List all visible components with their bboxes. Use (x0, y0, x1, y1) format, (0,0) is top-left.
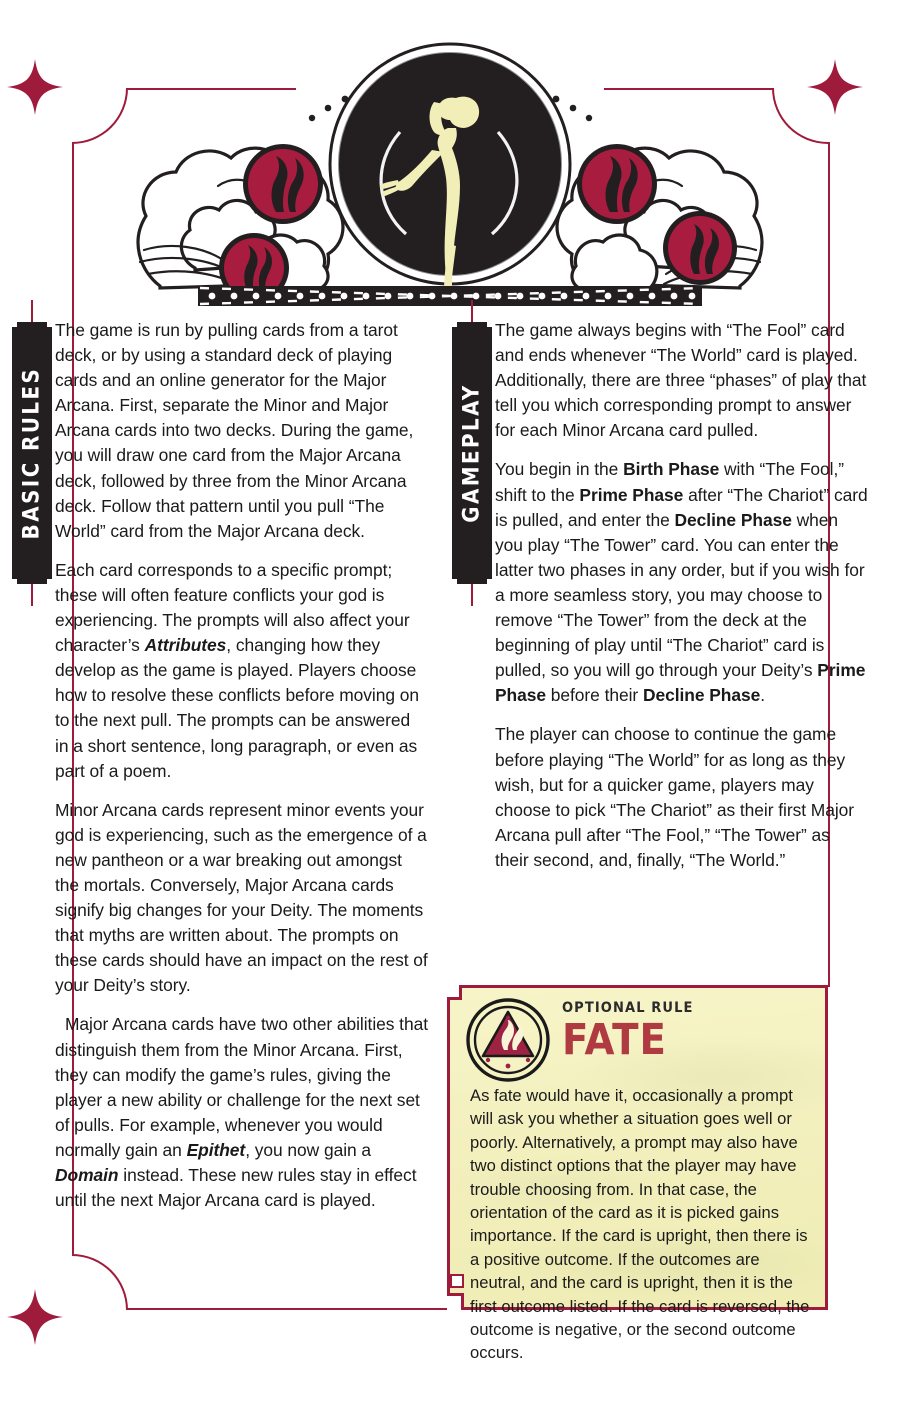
frame-bottom-rail (126, 1308, 450, 1310)
tab-notch-bl (452, 579, 457, 584)
term-epithet: Epithet (186, 1139, 246, 1160)
term-decline-phase: Decline Phase (674, 509, 792, 530)
section-tab-gameplay[interactable] (452, 322, 492, 584)
tab-notch-bl (12, 579, 17, 584)
fate-corner-notch-top-left (447, 985, 462, 1000)
gp-p2-part-d: when you play “The Tower” card. You can enter the latter two phases in any order, but if you wish for a more seamless story, you may choose to remove “The Tower” from the deck at the beginning of play until “The Chariot” card is pulled, so you will go through your Deity’s (495, 509, 865, 681)
gameplay-column (495, 318, 868, 887)
basic-rules-paragraph-1: The game is run by pulling cards from a tarot deck, or by using a standard deck of playing cards and an online generator for the Major Arcana. First, separate the Minor and Major Arcana cards into two decks. During the game, you will draw one card from the Major Arcana deck, followed by three from the Minor Arcana deck. Follow that pattern until you pull “The World” card from the Major Arcana deck. (55, 320, 414, 541)
br-p2-part-a: Each card corresponds to a specific prompt; these will often feature conflicts your god is experiencing. The prompts will also affect your character’s (55, 559, 410, 656)
gameplay-paragraph-2 (495, 457, 868, 708)
fate-body-text (470, 1084, 814, 1365)
tab-dot-bl (20, 573, 24, 577)
fate-header (466, 996, 816, 1082)
tarot-header-illustration (100, 36, 800, 306)
gameplay-paragraph-1: The game always begins with “The Fool” card and ends whenever “The World” card is played. Additionally, there are three “phases” of play that tell you which corresponding prompt to answer for each Minor Arcana card pulled. (495, 320, 867, 441)
br-p4-part-c: instead. These new rules stay in effect until the next Major Arcana card is played. (55, 1165, 417, 1211)
tab-notch-br (47, 579, 52, 584)
br-p4-part-b: , you now gain a (245, 1139, 372, 1160)
basic-rules-paragraph-3: Minor Arcana cards represent minor events your god is experiencing, such as the emergence of a new pantheon or a war breaking out amongst the mortals. Conversely, Major Arcana cards signify big changes for your Deity. The moments that myths are written about. The prompts on these cards should have an impact on the rest of your Deity’s story. (55, 799, 428, 996)
tab-notch-br (487, 579, 492, 584)
basic-rules-column (55, 318, 428, 1227)
term-attributes: Attributes (144, 635, 227, 656)
tab-dot-tl (460, 329, 464, 333)
tab-dot-tr (40, 329, 44, 333)
sparkle-star-bottom-left (6, 1288, 64, 1346)
sparkle-star-top-left (6, 58, 64, 116)
tab-notch-tr (47, 322, 52, 327)
tab-notch-tl (452, 322, 457, 327)
gp-p2-part-b: with “The Fool,” shift to the (495, 459, 844, 505)
tab-dot-br (480, 573, 484, 577)
frame-corner-bottom-left (72, 1254, 128, 1310)
term-prime-phase: Prime Phase (579, 484, 684, 505)
tab-dot-tr (480, 329, 484, 333)
section-tab-gameplay-label: GAMEPLAY (459, 383, 485, 523)
gameplay-paragraph-3: The player can choose to continue the game before playing “The World” for as long as they wish, but for a quicker game, players may choose to pick “The Chariot” as their first Major Arcana pull after “The Fool,” “The Tower” as their second, and, finally, “The World.” (495, 724, 855, 870)
br-p4-part-a: Major Arcana cards have two other abilities that distinguish them from the Minor Arcana. First, they can modify the game’s rules, giving the player a new ability or challenge for the next set of pulls. For example, whenever you would normally gain an (55, 1014, 428, 1160)
gp-p2-part-a: You begin in the (495, 459, 624, 480)
gp-p2-part-c: after “The Chariot” card is pulled, and enter the (495, 484, 868, 530)
term-domain: Domain (55, 1165, 119, 1185)
gp-p2-part-f: . (760, 685, 766, 706)
gp-p2-part-e: before their (546, 685, 643, 706)
triangle-flame-emblem (466, 998, 550, 1082)
tab-dot-br (40, 573, 44, 577)
fate-corner-notch-bottom-left (447, 1293, 464, 1310)
tab-notch-tr (487, 322, 492, 327)
fate-optional-rule-callout (447, 985, 828, 1363)
basic-rules-paragraph-2 (55, 558, 428, 784)
fate-title-group (562, 1000, 694, 1063)
fate-title: FATE (562, 1015, 667, 1065)
section-tab-basic-rules[interactable] (12, 322, 52, 584)
section-tab-basic-rules-label: BASIC RULES (19, 366, 45, 540)
fate-kicker-label: OPTIONAL RULE (562, 1000, 694, 1016)
br-p2-part-b: , changing how they develop as the game is played. Players choose how to resolve these conflicts before moving on to the next pull. The prompts can be answered in a short sentence, long paragraph, or even as part of a poem. (55, 635, 420, 781)
term-prime-phase-2: Prime Phase (495, 660, 866, 706)
tab-notch-tl (12, 322, 17, 327)
fate-body-paragraph: As fate would have it, occasionally a prompt will ask you whether a situation goes well or poorly. Alternatively, a prompt may also have two distinct options that the player may have trouble choosing from. In that case, the orientation of the card as it is picked gains importance. If the card is upright, then there is a positive outcome. If the outcomes are neutral, and the card is upright, then it is the first outcome listed. If the card is reversed, the outcome is negative, or the second outcome occurs. (470, 1086, 810, 1363)
term-decline-phase-2: Decline Phase (642, 685, 761, 706)
tab-dot-bl (460, 573, 464, 577)
term-birth-phase: Birth Phase (623, 459, 720, 480)
tab-dot-tl (20, 329, 24, 333)
basic-rules-paragraph-4 (55, 1012, 428, 1213)
